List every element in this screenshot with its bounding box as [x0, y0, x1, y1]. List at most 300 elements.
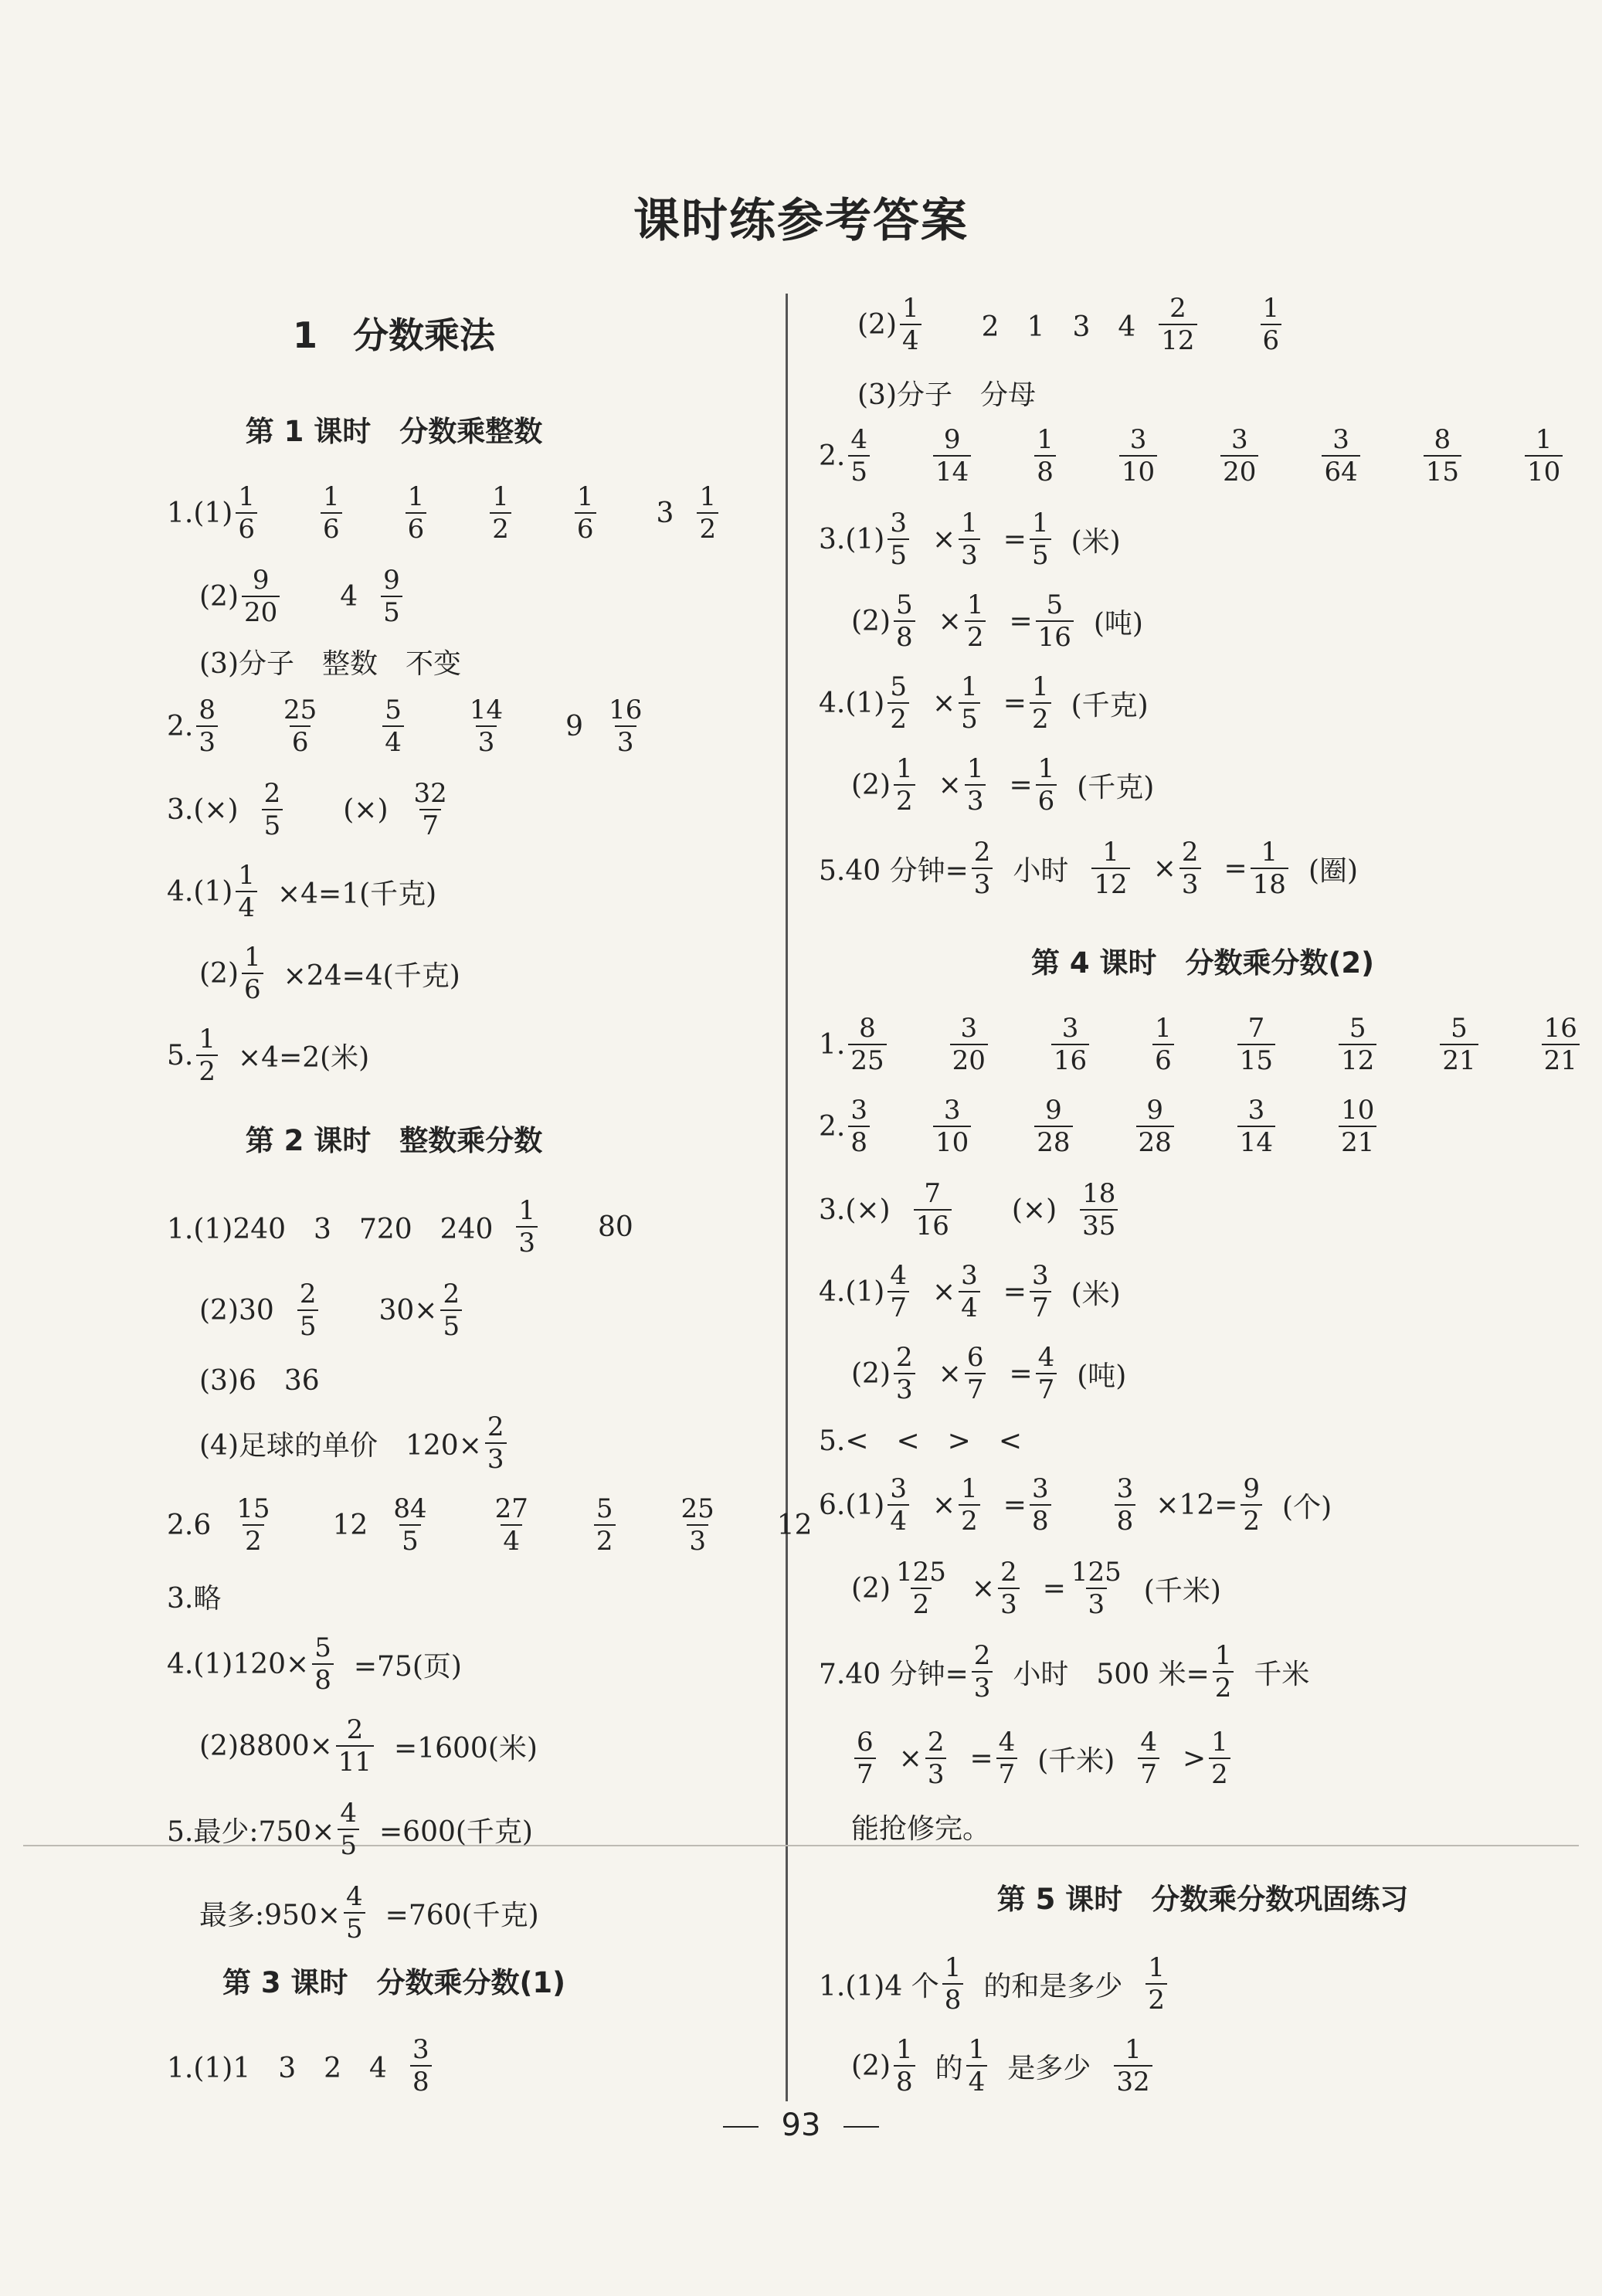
denominator: 6 — [236, 512, 257, 542]
l2-q3: 3.略 — [167, 1582, 222, 1615]
fraction — [1036, 753, 1057, 817]
fraction — [972, 1642, 993, 1701]
denominator: 5 — [848, 455, 870, 485]
l1-q4-1: 4.(1) $\frac{1}{4}$ ×4=1(千克) — [167, 860, 437, 923]
numerator: 9 — [1146, 1095, 1163, 1126]
denominator: 6 — [406, 512, 427, 542]
numerator: 3 — [1129, 424, 1147, 455]
numerator: 9 — [383, 565, 400, 596]
denominator: 11 — [336, 1745, 374, 1775]
fraction — [1114, 2036, 1152, 2095]
denominator: 10 — [1525, 455, 1563, 485]
l2-q1-3: (3)6 36 — [199, 1364, 320, 1397]
denominator: 7 — [1030, 1291, 1051, 1321]
denominator: 3 — [959, 538, 980, 569]
fraction — [965, 1344, 986, 1403]
fraction — [242, 567, 280, 626]
lesson-5-title: 第 5 课时 分数乘分数巩固练习 — [996, 1883, 1409, 1916]
denominator: 2 — [965, 620, 986, 650]
numerator: 4 — [1037, 1342, 1055, 1373]
numerator: 6 — [966, 1342, 984, 1373]
denominator: 2 — [196, 1055, 218, 1085]
numerator: 9 — [1045, 1095, 1062, 1126]
numerator: 1 — [1037, 753, 1055, 784]
denominator: 6 — [242, 973, 263, 1003]
denominator: 2 — [243, 1524, 264, 1554]
l1-q3: 3.(×) $\frac{2}{5}$ (×) $\frac{32}{7}$ — [167, 773, 470, 847]
numerator: 16 — [609, 695, 643, 725]
numerator: 3 — [890, 508, 907, 538]
numerator: 3 — [960, 1013, 978, 1044]
fraction — [1179, 839, 1201, 898]
numerator: 1 — [966, 753, 984, 784]
denominator: 5 — [381, 596, 402, 626]
fraction — [1339, 1097, 1376, 1156]
fraction — [894, 753, 915, 817]
denominator: 5 — [297, 1309, 319, 1340]
lesson-2-title: 第 2 课时 整数乘分数 — [245, 1124, 543, 1157]
fraction — [933, 1097, 971, 1156]
fraction — [262, 780, 283, 839]
denominator: 5 — [338, 1829, 359, 1859]
fraction — [894, 1559, 949, 1618]
numerator: 5 — [890, 671, 907, 702]
denominator: 2 — [894, 784, 915, 814]
denominator: 2 — [594, 1524, 616, 1554]
fraction — [848, 1015, 886, 1074]
l4-q2: 2. $\frac{3}{8}$ $\frac{3}{10}$ $\frac{9}{28}$ $\frac{9}{28}$ $\frac{3}{14}$ $\frac{10}{21}$ — [819, 1089, 1397, 1163]
fraction — [440, 1281, 462, 1340]
fraction — [925, 1729, 947, 1788]
numerator: 10 — [1341, 1095, 1375, 1126]
l4-q6-1: 6.(1) $\frac{3}{4}$ × $\frac{1}{2}$ = $\frac{3}{8}$ $\frac{3}{8}$ ×12= $\frac{9}{2}$ (个) — [819, 1473, 1332, 1537]
fraction — [234, 1493, 272, 1557]
denominator: 6 — [290, 725, 311, 756]
fraction — [406, 481, 427, 545]
l1-q1-2: (2) $\frac{9}{20}$ 4 $\frac{9}{5}$ — [199, 559, 423, 633]
fraction — [196, 1026, 218, 1085]
denominator: 3 — [476, 725, 497, 756]
denominator: 3 — [965, 784, 986, 814]
denominator: 16 — [914, 1209, 952, 1239]
fraction — [338, 1800, 359, 1859]
denominator: 7 — [854, 1758, 876, 1788]
fraction — [965, 753, 986, 817]
numerator: 2 — [927, 1727, 945, 1758]
denominator: 2 — [1030, 702, 1051, 732]
fraction — [1237, 1015, 1275, 1074]
l2-q1-1: 1.(1)240 3 720 240 $\frac{1}{3}$ 80 — [167, 1195, 633, 1258]
fraction — [950, 1015, 988, 1074]
numerator: 14 — [469, 695, 504, 725]
numerator: 1 — [322, 481, 340, 512]
numerator: 3 — [961, 1260, 978, 1291]
denominator: 3 — [972, 1671, 993, 1701]
denominator: 20 — [950, 1044, 988, 1074]
fraction — [1036, 1344, 1057, 1403]
denominator: 20 — [242, 596, 280, 626]
numerator: 1 — [968, 2034, 986, 2065]
numerator: 5 — [596, 1493, 613, 1524]
l2-q4-1: 4.(1)120× $\frac{5}{8}$ =75(页) — [167, 1632, 462, 1696]
fraction — [942, 1952, 964, 2016]
denominator: 21 — [1339, 1126, 1376, 1156]
denominator: 4 — [382, 725, 404, 756]
fraction — [914, 1180, 952, 1239]
fraction — [1030, 1473, 1051, 1537]
lesson-1-title: 第 1 课时 分数乘整数 — [245, 415, 543, 448]
fraction — [1220, 426, 1258, 485]
numerator: 1 — [966, 589, 984, 620]
fraction — [888, 671, 909, 735]
denominator: 16 — [1036, 620, 1074, 650]
fraction — [1051, 1015, 1089, 1074]
numerator: 18 — [1082, 1178, 1116, 1209]
page-title: 课时练参考答案 — [633, 194, 969, 248]
denominator: 4 — [236, 891, 257, 921]
denominator: 3 — [615, 725, 636, 756]
fraction — [1322, 426, 1359, 485]
fraction — [1424, 426, 1461, 485]
numerator: 9 — [252, 565, 270, 596]
numerator: 1 — [1261, 837, 1278, 868]
denominator: 2 — [1241, 1504, 1262, 1534]
l4-q3: 3.(×) $\frac{7}{16}$ (×) $\frac{18}{35}$ — [819, 1173, 1138, 1247]
fraction — [959, 1262, 980, 1321]
l3-q2: 2. $\frac{4}{5}$ $\frac{9}{14}$ $\frac{1}{8}$ $\frac{3}{10}$ $\frac{3}{20}$ $\frac{3}{64}$ $\frac{8}{15}$ $\frac{1}{10}$ — [819, 419, 1583, 493]
numerator: 1 — [961, 508, 978, 538]
numerator: 2 — [973, 1640, 991, 1671]
l3-q4-2: (2) $\frac{1}{2}$ × $\frac{1}{3}$ = $\frac{1}{6}$ (千克) — [851, 753, 1155, 817]
lesson-4-title: 第 4 课时 分数乘分数(2) — [1030, 946, 1375, 980]
numerator: 3 — [943, 1095, 961, 1126]
denominator: 15 — [1424, 455, 1461, 485]
numerator: 3 — [1031, 1473, 1049, 1504]
fraction — [894, 2036, 915, 2095]
denominator: 6 — [1036, 784, 1057, 814]
denominator: 8 — [894, 2065, 915, 2095]
denominator: 25 — [848, 1044, 886, 1074]
l3-q1-3: (3)分子 分母 — [857, 379, 1036, 411]
fraction — [697, 481, 718, 545]
l1-q1-1: 1.(1) $\frac{1}{6}$ $\frac{1}{6}$ $\frac{1}{6}$ $\frac{1}{2}$ $\frac{1}{6}$ 3 $\frac{1}{2}$ — [167, 476, 738, 550]
denominator: 2 — [911, 1588, 932, 1618]
denominator: 12 — [1159, 324, 1196, 354]
numerator: 125 — [896, 1557, 946, 1588]
l2-q1-2: (2)30 $\frac{2}{5}$ 30× $\frac{2}{5}$ — [199, 1273, 482, 1347]
numerator: 5 — [1046, 589, 1064, 620]
l2-q5-1: 5.最少:750× $\frac{4}{5}$ =600(千克) — [167, 1798, 533, 1861]
denominator: 15 — [1237, 1044, 1275, 1074]
denominator: 7 — [996, 1758, 1018, 1788]
numerator: 3 — [1332, 424, 1349, 455]
l3-q1-2: (2) $\frac{1}{4}$ 2 1 3 4 $\frac{2}{12}$ $\frac{1}{6}$ — [857, 287, 1302, 362]
l2-q5-2: 最多:950× $\frac{4}{5}$ =760(千克) — [199, 1881, 539, 1944]
denominator: 6 — [321, 512, 342, 542]
fraction — [959, 1473, 980, 1537]
l4-q4-2: (2) $\frac{2}{3}$ × $\frac{6}{7}$ = $\frac{4}{7}$ (吨) — [851, 1342, 1127, 1405]
fraction — [1237, 1097, 1275, 1156]
fraction — [848, 1097, 870, 1156]
numerator: 3 — [890, 1473, 907, 1504]
numerator: 3 — [1061, 1013, 1079, 1044]
denominator: 2 — [959, 1504, 980, 1534]
denominator: 3 — [1179, 868, 1201, 898]
denominator: 6 — [575, 512, 596, 542]
fraction — [848, 426, 870, 485]
numerator: 7 — [924, 1178, 942, 1209]
numerator: 1 — [1125, 2034, 1142, 2065]
numerator: 1 — [944, 1952, 962, 1983]
fraction — [1080, 1180, 1118, 1239]
fraction — [972, 839, 993, 898]
denominator: 8 — [1115, 1504, 1136, 1534]
l4-q5: 5.< < > < — [819, 1425, 1023, 1457]
denominator: 3 — [516, 1226, 538, 1256]
fraction — [888, 1473, 909, 1537]
fraction — [1119, 426, 1157, 485]
fraction — [485, 1411, 507, 1475]
denominator: 18 — [1251, 868, 1288, 898]
denominator: 5 — [1030, 538, 1051, 569]
fraction — [1213, 1642, 1234, 1701]
denominator: 4 — [959, 1291, 980, 1321]
numerator: 4 — [850, 424, 867, 455]
numerator: 1 — [407, 481, 425, 512]
denominator: 5 — [262, 809, 283, 839]
lesson-3-title: 第 3 课时 分数乘分数(1) — [222, 1966, 566, 1999]
denominator: 8 — [312, 1663, 334, 1693]
fraction — [412, 780, 450, 839]
fraction — [998, 1559, 1020, 1618]
denominator: 6 — [1261, 324, 1282, 354]
numerator: 2 — [346, 1714, 364, 1745]
numerator: 1 — [1031, 671, 1049, 702]
l2-q4-2: (2)8800× $\frac{2}{11}$ =1600(米) — [199, 1714, 538, 1778]
denominator: 5 — [399, 1524, 421, 1554]
denominator: 64 — [1322, 455, 1359, 485]
fraction — [467, 697, 505, 756]
numerator: 2 — [263, 778, 281, 809]
denominator: 3 — [998, 1588, 1020, 1618]
numerator: 15 — [236, 1493, 270, 1524]
numerator: 5 — [1451, 1013, 1468, 1044]
numerator: 3 — [1116, 1473, 1134, 1504]
l4-q1: 1. $\frac{8}{25}$ $\frac{3}{20}$ $\frac{3}{16}$ $\frac{1}{6}$ $\frac{7}{15}$ $\frac{5}{12}$ $\frac{5}{21}$ $\frac{16}{21}$ — [819, 1007, 1600, 1082]
numerator: 9 — [943, 424, 961, 455]
fraction — [933, 426, 971, 485]
numerator: 1 — [1535, 424, 1553, 455]
fraction — [966, 2036, 988, 2095]
numerator: 125 — [1071, 1557, 1122, 1588]
denominator: 7 — [965, 1373, 986, 1403]
l4-q6-2: (2) $\frac{125}{2}$ × $\frac{2}{3}$ = $\frac{125}{3}$ (千米) — [851, 1557, 1221, 1620]
fraction — [1138, 1729, 1159, 1788]
denominator: 14 — [933, 455, 971, 485]
numerator: 16 — [1543, 1013, 1577, 1044]
denominator: 2 — [697, 512, 718, 542]
fraction — [490, 481, 511, 545]
fraction — [1030, 510, 1051, 569]
numerator: 2 — [973, 837, 991, 868]
fraction — [965, 589, 986, 653]
denominator: 10 — [1119, 455, 1157, 485]
denominator: 2 — [888, 702, 909, 732]
numerator: 1 — [244, 942, 261, 973]
numerator: 1 — [961, 671, 978, 702]
numerator: 8 — [859, 1013, 876, 1044]
fraction — [1030, 1262, 1051, 1321]
numerator: 2 — [896, 1342, 913, 1373]
fraction — [1145, 1952, 1167, 2016]
fraction — [594, 1493, 616, 1557]
numerator: 3 — [1031, 1260, 1049, 1291]
fraction — [888, 1262, 909, 1321]
numerator: 1 — [1031, 508, 1049, 538]
numerator: 2 — [487, 1411, 504, 1442]
l5-q1-1: 1.(1)4 个 $\frac{1}{8}$ 的和是多少 $\frac{1}{2}$ — [819, 1947, 1187, 2021]
denominator: 35 — [1080, 1209, 1118, 1239]
numerator: 25 — [283, 695, 317, 725]
l2-q2: 2.6 $\frac{15}{2}$ 12 $\frac{84}{5}$ $\frac{27}{4}$ $\frac{5}{2}$ $\frac{25}{3}$ 12 — [167, 1493, 813, 1557]
l2-q1-4: (4)足球的单价 120× $\frac{2}{3}$ — [199, 1406, 527, 1480]
denominator: 8 — [1030, 1504, 1051, 1534]
fraction — [196, 697, 218, 756]
numerator: 32 — [413, 778, 447, 809]
numerator: 4 — [346, 1881, 363, 1912]
fraction — [1091, 839, 1129, 898]
l1-q4-2: (2) $\frac{1}{6}$ ×24=4(千克) — [199, 942, 460, 1005]
numerator: 5 — [1349, 1013, 1366, 1044]
fraction — [894, 1344, 915, 1403]
fraction — [1034, 1097, 1072, 1156]
numerator: 1 — [1214, 1640, 1232, 1671]
l4-q4-1: 4.(1) $\frac{4}{7}$ × $\frac{3}{4}$ = $\frac{3}{7}$ (米) — [819, 1260, 1121, 1323]
denominator: 5 — [888, 538, 909, 569]
denominator: 6 — [1152, 1044, 1174, 1074]
l4-q7-1: 7.40 分钟= $\frac{2}{3}$ 小时 500 米= $\frac{1}{2}$ 千米 — [819, 1640, 1310, 1703]
fraction — [1115, 1473, 1136, 1537]
denominator: 2 — [1145, 1983, 1167, 2013]
denominator: 16 — [1051, 1044, 1089, 1074]
numerator: 1 — [1037, 424, 1054, 455]
numerator: 2 — [1169, 293, 1186, 324]
numerator: 2 — [299, 1279, 317, 1309]
numerator: 27 — [494, 1493, 528, 1524]
denominator: 12 — [1091, 868, 1129, 898]
numerator: 2 — [1181, 837, 1199, 868]
numerator: 1 — [1155, 1013, 1172, 1044]
numerator: 1 — [1211, 1727, 1228, 1758]
fraction — [281, 697, 319, 756]
fraction — [679, 1493, 717, 1557]
fraction — [888, 510, 909, 569]
l3-q4-1: 4.(1) $\frac{5}{2}$ × $\frac{1}{5}$ = $\frac{1}{2}$ (千克) — [819, 671, 1149, 735]
fraction — [1069, 1559, 1124, 1618]
denominator: 28 — [1136, 1126, 1174, 1156]
numerator: 5 — [896, 589, 913, 620]
fraction — [1152, 1015, 1174, 1074]
numerator: 1 — [1262, 293, 1280, 324]
numerator: 1 — [199, 1024, 216, 1055]
numerator: 4 — [890, 1260, 907, 1291]
fraction — [344, 1883, 365, 1942]
fraction — [1036, 589, 1074, 653]
fraction — [312, 1632, 334, 1696]
fraction — [900, 295, 921, 354]
fraction — [1525, 426, 1563, 485]
fraction — [1251, 839, 1288, 898]
denominator: 28 — [1034, 1126, 1072, 1156]
l3-q1-1: 1.(1)1 3 2 4 $\frac{3}{8}$ — [167, 2029, 452, 2103]
numerator: 4 — [340, 1798, 357, 1829]
numerator: 2 — [443, 1279, 460, 1309]
numerator: 7 — [1247, 1013, 1265, 1044]
denominator: 5 — [440, 1309, 462, 1340]
numerator: 3 — [850, 1095, 867, 1126]
fraction — [236, 862, 257, 921]
denominator: 8 — [410, 2065, 432, 2095]
l1-q5: 5. $\frac{1}{2}$ ×4=2(米) — [167, 1024, 370, 1087]
numerator: 2 — [1000, 1557, 1017, 1588]
numerator: 84 — [393, 1493, 427, 1524]
denominator: 2 — [1213, 1671, 1234, 1701]
numerator: 1 — [1102, 837, 1119, 868]
denominator: 14 — [1237, 1126, 1275, 1156]
denominator: 21 — [1440, 1044, 1478, 1074]
denominator: 7 — [1138, 1758, 1159, 1788]
numerator: 3 — [1230, 424, 1248, 455]
fraction — [382, 697, 404, 756]
fraction — [1339, 1015, 1376, 1074]
fraction — [959, 671, 980, 735]
denominator: 4 — [966, 2065, 988, 2095]
fraction — [391, 1493, 429, 1557]
numerator: 4 — [1140, 1727, 1157, 1758]
numerator: 9 — [1243, 1473, 1261, 1504]
fraction — [321, 481, 342, 545]
denominator: 8 — [848, 1126, 870, 1156]
l1-q1-3: (3)分子 整数 不变 — [199, 647, 461, 680]
numerator: 1 — [902, 293, 919, 324]
numerator: 1 — [238, 860, 255, 891]
numerator: 5 — [385, 695, 402, 725]
denominator: 8 — [1034, 455, 1056, 485]
fraction — [1542, 1015, 1580, 1074]
numerator: 25 — [681, 1493, 714, 1524]
fraction — [381, 567, 402, 626]
fraction — [854, 1729, 876, 1788]
dash-left — [723, 2126, 759, 2128]
fraction — [493, 1493, 531, 1557]
fraction — [1136, 1097, 1174, 1156]
denominator: 5 — [344, 1912, 365, 1942]
fraction — [996, 1729, 1018, 1788]
l3-q3-2: (2) $\frac{5}{8}$ × $\frac{1}{2}$ = $\frac{5}{16}$ (吨) — [851, 589, 1143, 653]
numerator: 8 — [1434, 424, 1451, 455]
l4-q7-3: 能抢修完。 — [851, 1812, 991, 1845]
denominator: 10 — [933, 1126, 971, 1156]
fraction — [1440, 1015, 1478, 1074]
fraction — [894, 589, 915, 653]
numerator: 1 — [518, 1195, 536, 1226]
denominator: 21 — [1542, 1044, 1580, 1074]
fraction — [297, 1281, 319, 1340]
denominator: 2 — [1209, 1758, 1230, 1788]
fraction — [516, 1197, 538, 1256]
l3-q5: 5.40 分钟= $\frac{2}{3}$ 小时 $\frac{1}{12}$ × $\frac{2}{3}$ = $\frac{1}{18}$ (圈) — [819, 837, 1359, 900]
numerator: 3 — [412, 2034, 429, 2065]
